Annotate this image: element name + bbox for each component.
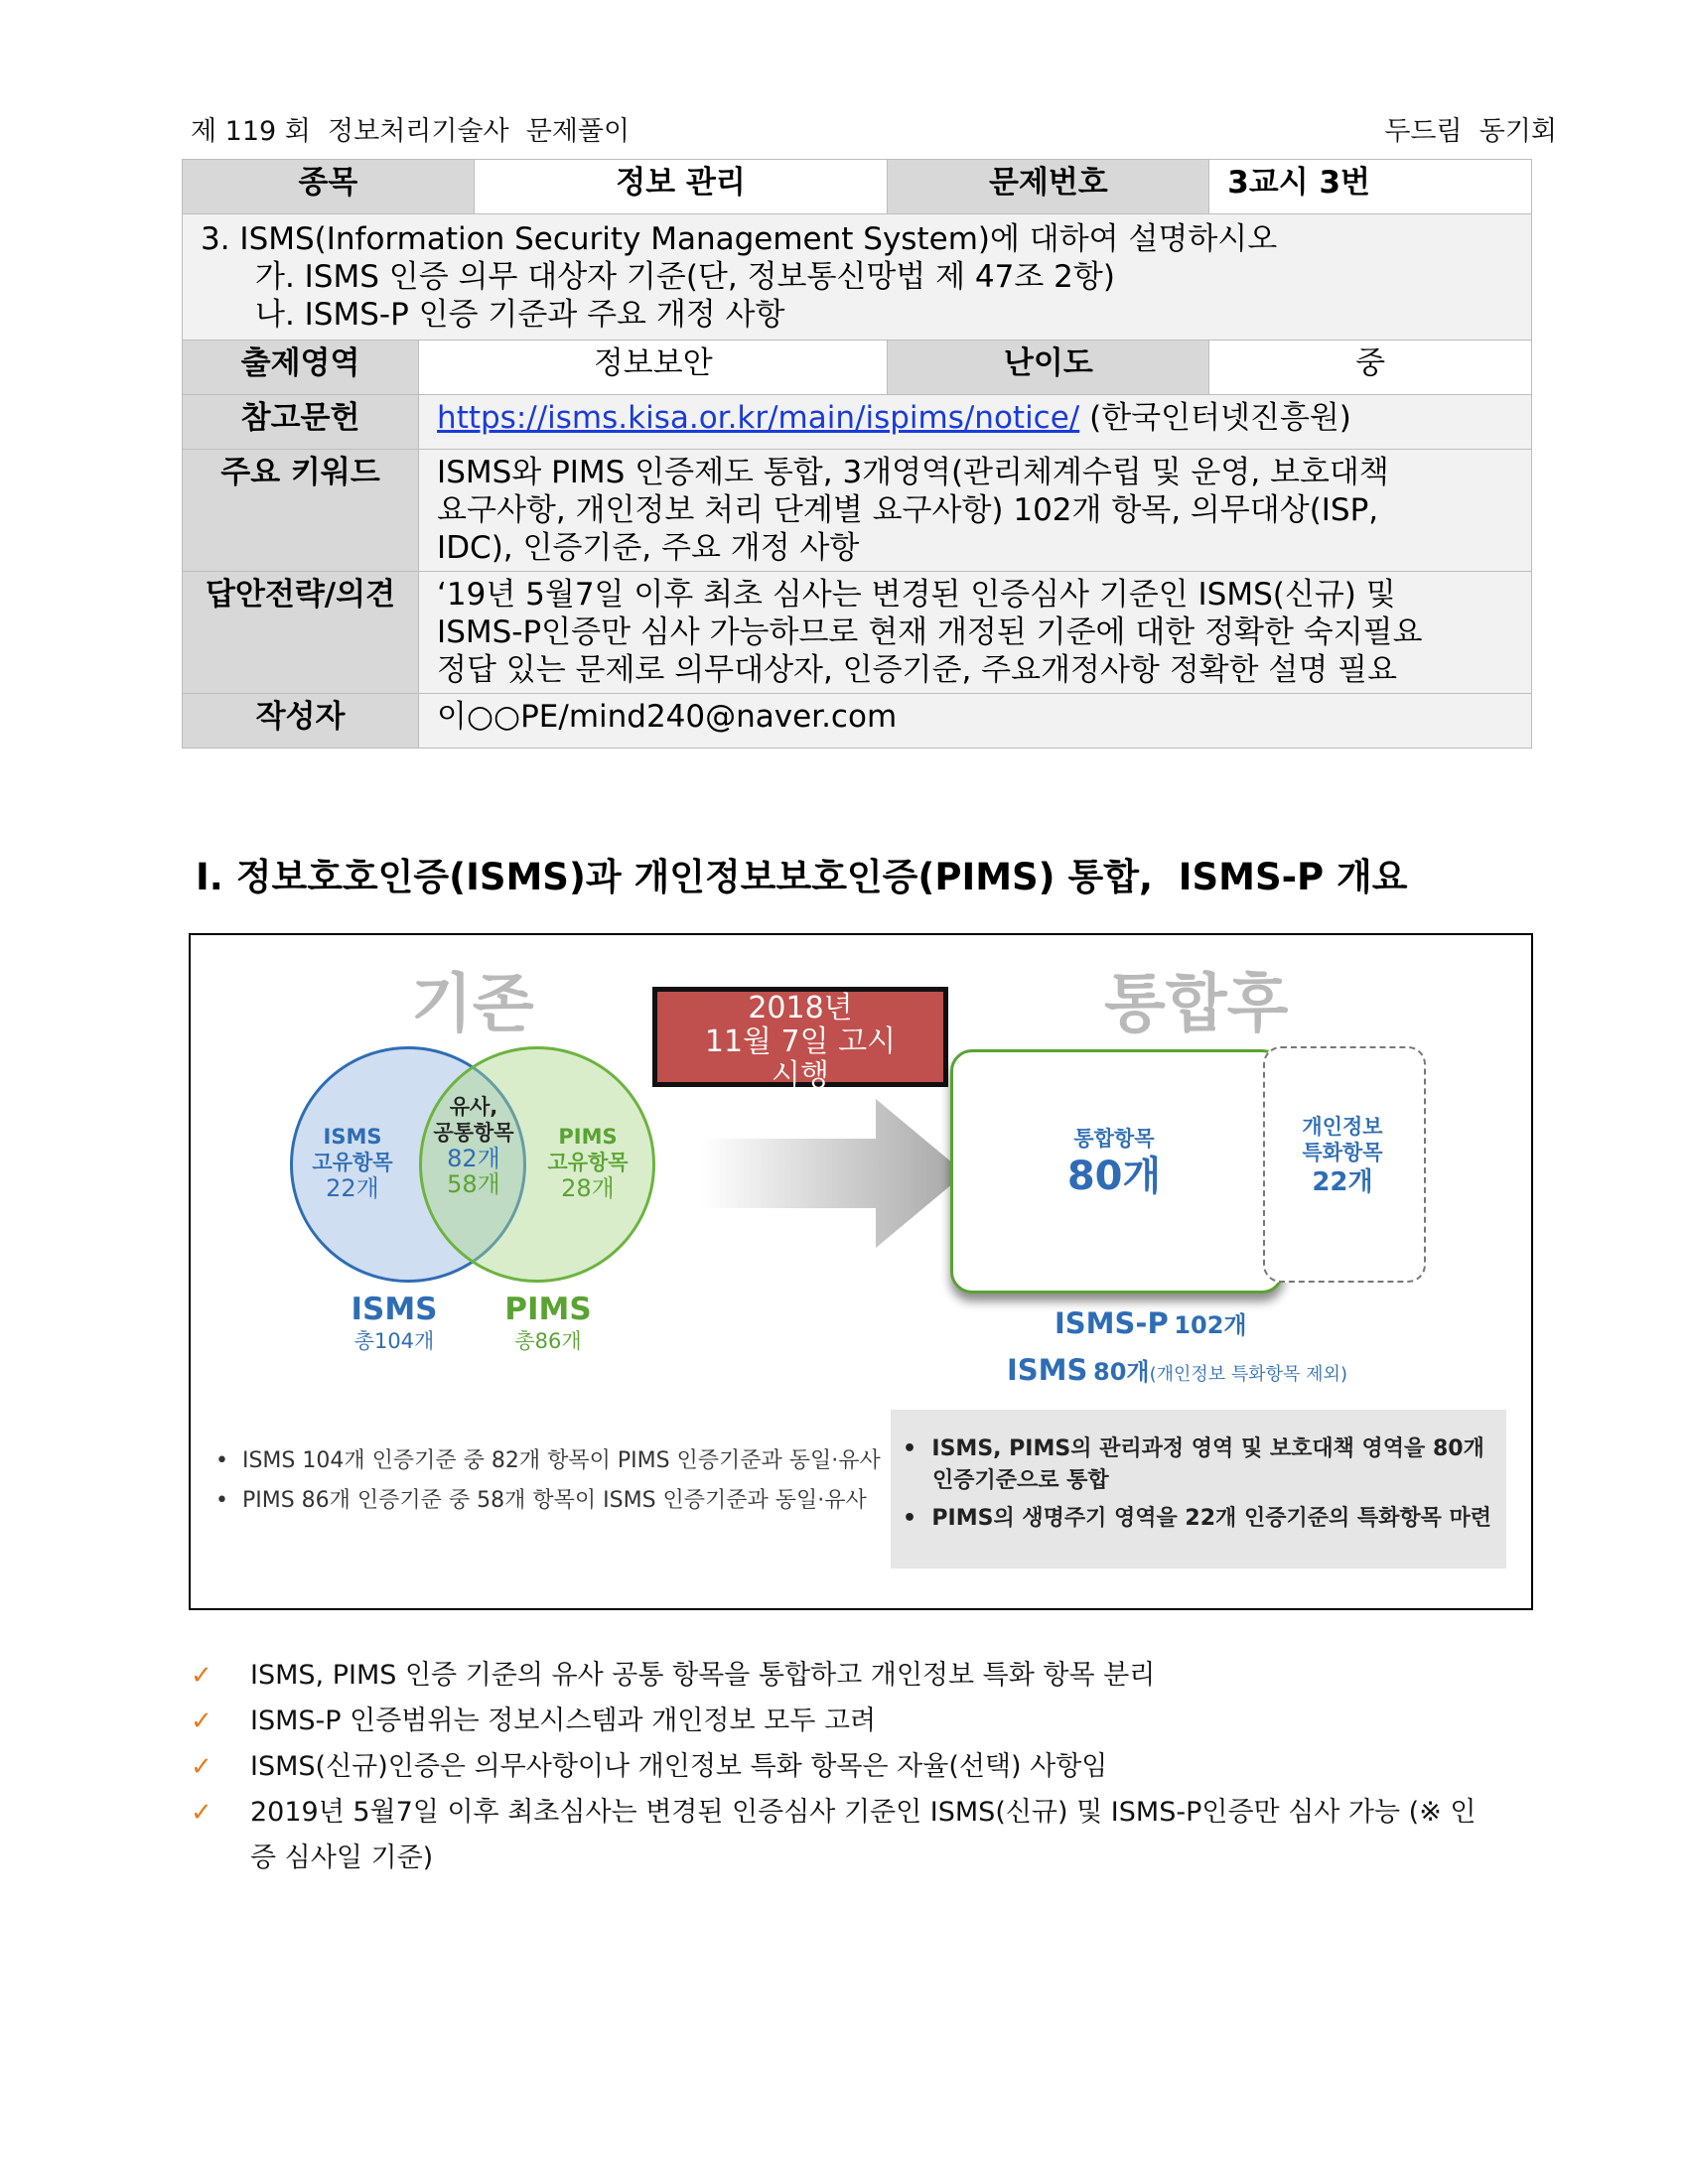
isms-own-items — [308, 1124, 397, 1201]
author-value: 이○○PE/mind240@naver.com — [419, 694, 1532, 749]
check-text: ISMS, PIMS 인증 기준의 유사 공통 항목을 통합하고 개인정보 특화 항목 분리 — [250, 1660, 1156, 1691]
checkmark-icon: ✓ — [191, 1752, 212, 1782]
checkmark-icon: ✓ — [191, 1661, 212, 1691]
strategy-line: ‘19년 5월7일 이후 최초 심사는 변경된 인증심사 기준인 ISMS(신규) 및 — [437, 577, 1396, 613]
isms-total — [335, 1291, 454, 1354]
keywords-line: ISMS와 PIMS 인증제도 통합, 3개영역(관리체계수립 및 운영, 보호대책 — [437, 455, 1389, 490]
banner-line: 11월 7일 고시 — [704, 1024, 897, 1059]
area-value: 정보보안 — [419, 341, 888, 395]
isms80-name: ISMS — [1007, 1353, 1088, 1387]
left-note-text: PIMS 86개 인증기준 중 58개 항목이 ISMS 인증기준과 동일·유사 — [241, 1488, 867, 1513]
check-text: 2019년 5월7일 이후 최초심사는 변경된 인증심사 기준인 ISMS(신규) 및 ISMS-P인증만 심사 가능 (※ 인증 심사일 기준) — [250, 1797, 1477, 1873]
pims-own-count: 28개 — [561, 1174, 615, 1202]
right-note: • PIMS의 생명주기 영역을 22개 인증기준의 특화항목 마련 — [903, 1506, 1492, 1531]
subject-value: 정보 관리 — [474, 160, 888, 214]
ref-link[interactable]: https://isms.kisa.or.kr/main/ispims/notice/ — [437, 400, 1080, 436]
right-notes-box — [891, 1410, 1506, 1569]
isms80-count: 80개 — [1093, 1358, 1150, 1386]
merged-label: 통합항목 — [1073, 1127, 1155, 1151]
common-line: 유사, — [449, 1095, 498, 1119]
check-item — [191, 1699, 1501, 1744]
common-items — [429, 1094, 518, 1197]
isms-total-count: 총104개 — [353, 1329, 435, 1353]
question-sub-b: 나. ISMS-P 인증 기준과 주요 개정 사항 — [255, 297, 785, 333]
check-text: ISMS-P 인증범위는 정보시스템과 개인정보 모두 고려 — [250, 1706, 877, 1736]
isms-p-figure — [189, 933, 1533, 1610]
pims-total-count: 총86개 — [514, 1329, 582, 1353]
special-items — [1283, 1114, 1402, 1199]
qnum-value: 3교시 3번 — [1209, 160, 1532, 214]
question-line: 3. ISMS(Information Security Management System)에 대하여 설명하시오 — [201, 221, 1278, 257]
common-label: 공통항목 — [433, 1121, 514, 1145]
difficulty-label: 난이도 — [888, 341, 1209, 395]
check-item — [191, 1790, 1501, 1881]
notice-banner — [652, 987, 948, 1093]
before-title: 기존 — [411, 968, 534, 1041]
keywords-line: 요구사항, 개인정보 처리 단계별 요구사항) 102개 항목, 의무대상(ISP, — [437, 492, 1379, 528]
left-note: • ISMS 104개 인증기준 중 82개 항목이 PIMS 인증기준과 동일·유사 — [215, 1448, 881, 1473]
right-note-cont: 인증기준으로 통합 — [932, 1468, 1109, 1493]
pims-own-items — [543, 1124, 633, 1201]
subject-label: 종목 — [183, 160, 475, 214]
banner-line: 시행 — [772, 1058, 829, 1093]
check-text: ISMS(신규)인증은 의무사항이나 개인정보 특화 항목은 자율(선택) 사항임 — [250, 1751, 1108, 1782]
isms80-total — [1007, 1352, 1347, 1387]
special-line: 개인정보 — [1302, 1115, 1383, 1139]
difficulty-value: 중 — [1209, 341, 1532, 395]
common-count-isms: 82개 — [447, 1145, 500, 1172]
merged-count: 80개 — [1066, 1154, 1162, 1199]
merged-items — [1015, 1126, 1213, 1201]
special-label: 특화항목 — [1302, 1141, 1383, 1164]
pims-own-name: PIMS — [558, 1125, 618, 1149]
checklist — [191, 1653, 1501, 1881]
strategy-cell — [419, 572, 1532, 694]
header-right: 두드림 동기회 — [1384, 116, 1557, 147]
strategy-line: 정답 있는 문제로 의무대상자, 인증기준, 주요개정사항 정확한 설명 필요 — [437, 652, 1398, 688]
ismsp-count: 102개 — [1174, 1311, 1247, 1339]
ismsp-total — [1055, 1305, 1247, 1340]
qnum-label: 문제번호 — [888, 160, 1209, 214]
ismsp-name: ISMS-P — [1055, 1306, 1169, 1340]
isms-own-name: ISMS — [323, 1125, 382, 1149]
keywords-label: 주요 키워드 — [183, 450, 419, 572]
special-count: 22개 — [1312, 1167, 1373, 1197]
check-item — [191, 1653, 1501, 1699]
left-note-text: ISMS 104개 인증기준 중 82개 항목이 PIMS 인증기준과 동일·유사 — [241, 1448, 881, 1473]
area-label: 출제영역 — [183, 341, 419, 395]
pims-own-label: 고유항목 — [547, 1151, 629, 1174]
keywords-cell — [419, 450, 1532, 572]
right-note: • ISMS, PIMS의 관리과정 영역 및 보호대책 영역을 80개 — [903, 1436, 1484, 1461]
right-note-text: ISMS, PIMS의 관리과정 영역 및 보호대책 영역을 80개 — [931, 1436, 1484, 1461]
question-sub-a: 가. ISMS 인증 의무 대상자 기준(단, 정보통신망법 제 47조 2항) — [255, 259, 1115, 295]
strategy-line: ISMS-P인증만 심사 가능하므로 현재 개정된 기준에 대한 정확한 숙지필요 — [437, 614, 1423, 650]
after-title: 통합후 — [1104, 968, 1289, 1041]
section-title: I. 정보호호인증(ISMS)과 개인정보보호인증(PIMS) 통합, ISMS-P 개요 — [196, 856, 1408, 898]
ref-text: (한국인터넷진흥원) — [1079, 400, 1351, 436]
right-note-text: PIMS의 생명주기 영역을 22개 인증기준의 특화항목 마련 — [931, 1506, 1492, 1531]
check-item — [191, 1744, 1501, 1790]
ref-cell — [419, 395, 1532, 450]
checkmark-icon: ✓ — [191, 1798, 212, 1828]
question-cell — [183, 214, 1532, 341]
left-note: • PIMS 86개 인증기준 중 58개 항목이 ISMS 인증기준과 동일·유사 — [215, 1488, 867, 1513]
common-count-pims: 58개 — [447, 1170, 500, 1198]
pims-total-name: PIMS — [504, 1292, 592, 1327]
isms80-note: (개인정보 특화항목 제외) — [1149, 1364, 1347, 1385]
header-left: 제 119 회 정보처리기술사 문제풀이 — [191, 116, 631, 147]
isms-total-name: ISMS — [351, 1292, 438, 1327]
info-table — [182, 159, 1532, 749]
isms-own-count: 22개 — [326, 1174, 379, 1202]
ref-label: 참고문헌 — [183, 395, 419, 450]
isms-own-label: 고유항목 — [312, 1151, 393, 1174]
checkmark-icon: ✓ — [191, 1706, 212, 1736]
strategy-label: 답안전략/의견 — [183, 572, 419, 694]
banner-line: 2018년 — [748, 991, 853, 1025]
author-label: 작성자 — [183, 694, 419, 749]
keywords-line: IDC), 인증기준, 주요 개정 사항 — [437, 530, 860, 566]
pims-total — [489, 1291, 608, 1354]
transition-arrow-icon — [702, 1099, 970, 1248]
